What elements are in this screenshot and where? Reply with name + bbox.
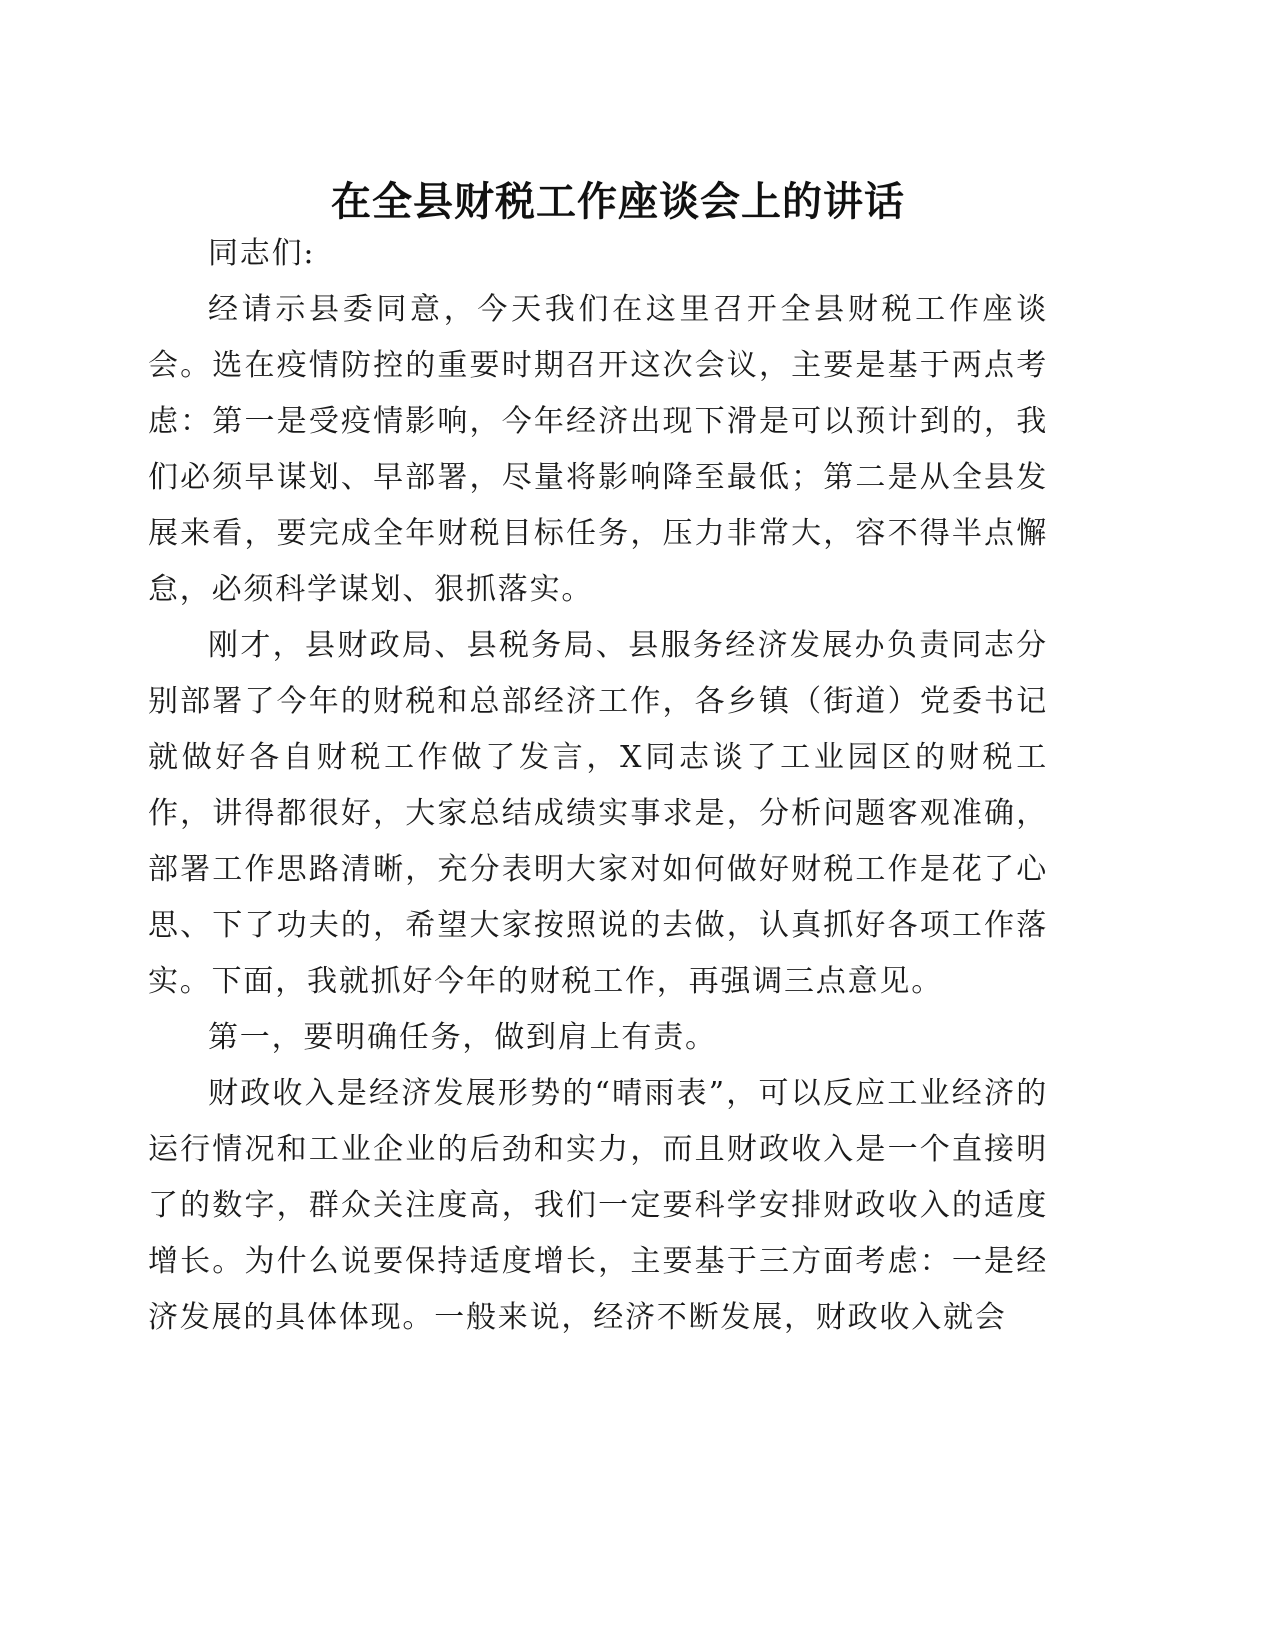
paragraph-review: 刚才，县财政局、县税务局、县服务经济发展办负责同志分别部署了今年的财税和总部经济工作，各乡镇（街道）党委书记就做好各自财税工作做了发言，X同志谈了工业园区的财税工作，讲得都很好，大家总结成绩实事求是，分析问题客观准确，部署工作思路清晰，充分表明大家对如何做好财税工作是花了心思、下了功夫的，希望大家按照说的去做，认真抓好各项工作落实。下面，我就抓好今年的财税工作，再强调三点意见。 (148, 628, 1048, 999)
document-body (148, 226, 1048, 1346)
paragraph-meeting-purpose: 经请示县委同意，今天我们在这里召开全县财税工作座谈会。选在疫情防控的重要时期召开这次会议，主要是基于两点考虑：第一是受疫情影响，今年经济出现下滑是可以预计到的，我们必须早谋划、早部署，尽量将影响降至最低；第二是从全县发展来看，要完成全年财税目标任务，压力非常大，容不得半点懈怠，必须科学谋划、狠抓落实。 (148, 292, 1048, 607)
paragraph-point-one-heading: 第一，要明确任务，做到肩上有责。 (208, 1020, 717, 1055)
document-title: 在全县财税工作座谈会上的讲话 (331, 178, 905, 225)
paragraph-salutation: 同志们: (208, 236, 316, 271)
paragraph-fiscal-revenue: 财政收入是经济发展形势的“晴雨表”，可以反应工业经济的运行情况和工业企业的后劲和实力，而且财政收入是一个直接明了的数字，群众关注度高，我们一定要科学安排财政收入的适度增长。为什么说要保持适度增长，主要基于三方面考虑：一是经济发展的具体体现。一般来说，经济不断发展，财政收入就会 (148, 1076, 1048, 1335)
